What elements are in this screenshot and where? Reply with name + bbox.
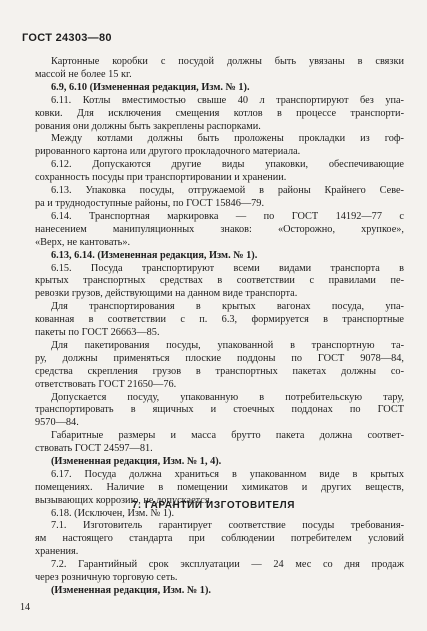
paragraph-cont: ковки. Для исключения смещения котлов в процессе транспорти- — [35, 107, 404, 119]
paragraph-cont: 9570—84. — [35, 417, 79, 429]
paragraph: Между котлами должны быть проложены прокладки из гоф- — [51, 133, 404, 145]
paragraph-cont: нанесением манипуляционных знаков: «Осторожно, хрупкое», — [35, 223, 404, 235]
amendment-note: (Измененная редакция, Изм. № 1, 4). — [51, 456, 222, 468]
paragraph-cont: ра и труднодоступные районы, по ГОСТ 15846—79. — [35, 197, 265, 209]
paragraph — [35, 56, 404, 69]
paragraph: 7.1. Изготовитель гарантирует соответствие посуды требования- — [51, 520, 404, 531]
excluded-note: 6.18. (Исключен, Изм. № 1). — [51, 507, 175, 519]
paragraph-cont: рированного картона или другого прокладочного материала. — [35, 146, 301, 158]
paragraph-cont: ответствовать ГОСТ 21650—76. — [35, 378, 177, 390]
paragraph-cont: кованная в соответствии с п. 6.3, формируется в транспортные — [35, 314, 404, 326]
running-header: ГОСТ 24303—80 — [22, 32, 112, 44]
section-7-text — [35, 520, 404, 597]
paragraph-cont: рования они должны быть закреплены распорками. — [35, 120, 261, 132]
paragraph: Для транспортирования в крытых вагонах посуда, упа- — [51, 301, 404, 313]
paragraph: Для пакетирования посуды, упакованной в транспортную та- — [51, 339, 404, 351]
paragraph: 6.11. Котлы вместимостью свыше 40 л транспортируют без упа- — [51, 94, 404, 106]
paragraph: 6.17. Посуда должна храниться в упакованном виде в крытых — [51, 469, 404, 480]
paragraph: 6.13. Упаковка посуды, отгружаемой в районы Крайнего Севе- — [51, 185, 404, 197]
paragraph: Габаритные размеры и масса брутто пакета должна соответ- — [51, 430, 404, 442]
paragraph-cont: ям настоящего стандарта при соблюдении потребителем условий — [35, 532, 404, 544]
section-6-text — [35, 56, 404, 521]
paragraph: 6.12. Допускаются другие виды упаковки, обеспечивающие — [51, 159, 404, 171]
paragraph-cont: через розничную торговую сеть. — [35, 571, 178, 583]
page-number: 14 — [20, 602, 30, 613]
paragraph: 6.14. Транспортная маркировка — по ГОСТ 14192—77 с — [51, 210, 404, 222]
paragraph-cont: «Верх, не кантовать». — [35, 236, 131, 248]
amendment-note: (Измененная редакция, Изм. № 1). — [51, 584, 211, 596]
paragraph: Допускается посуду, упакованную в потребительскую тару, — [51, 391, 404, 403]
paragraph-cont: ревозки грузов, действующими на данном виде транспорта. — [35, 288, 298, 300]
paragraph: 6.15. Посуда транспортируют всеми видами транспорта в — [51, 262, 404, 274]
amendment-note: 6.9, 6.10 (Измененная редакция, Изм. № 1). — [51, 81, 250, 93]
section-title: 7. ГАРАНТИИ ИЗГОТОВИТЕЛЯ — [131, 500, 296, 511]
paragraph-cont: вызывающих коррозию, не допускается. — [35, 494, 213, 506]
paragraph-cont: ру, должны применяться плоские поддоны по ГОСТ 9078—84, — [35, 352, 404, 364]
line: Картонные коробки с посудой должны быть увязаны в связки — [51, 56, 404, 67]
paragraph-cont: сохранность посуды при транспортировании и хранении. — [35, 172, 287, 184]
paragraph-cont: пакеты по ГОСТ 26663—85. — [35, 327, 160, 339]
paragraph-cont: средства скрепления грузов в транспортных пакетах должны со- — [35, 365, 404, 377]
paragraph-cont: ствовать ГОСТ 24597—81. — [35, 443, 153, 455]
paragraph-cont: крытых транспортных средствах в соответствии с правилами пе- — [35, 275, 404, 287]
paragraph-cont: помещениях. Наличие в помещении химикатов и других веществ, — [35, 481, 404, 493]
paragraph: 7.2. Гарантийный срок эксплуатации — 24 мес со дня продаж — [51, 558, 404, 570]
paragraph-cont: транспортировать в ящичных и стоечных поддонах по ГОСТ — [35, 404, 404, 416]
paragraph-cont — [35, 69, 404, 82]
paragraph-cont: хранения. — [35, 545, 79, 557]
amendment-note: 6.13, 6.14. (Измененная редакция, Изм. № 1). — [51, 249, 258, 261]
line: массой не более 15 кг. — [35, 68, 132, 80]
